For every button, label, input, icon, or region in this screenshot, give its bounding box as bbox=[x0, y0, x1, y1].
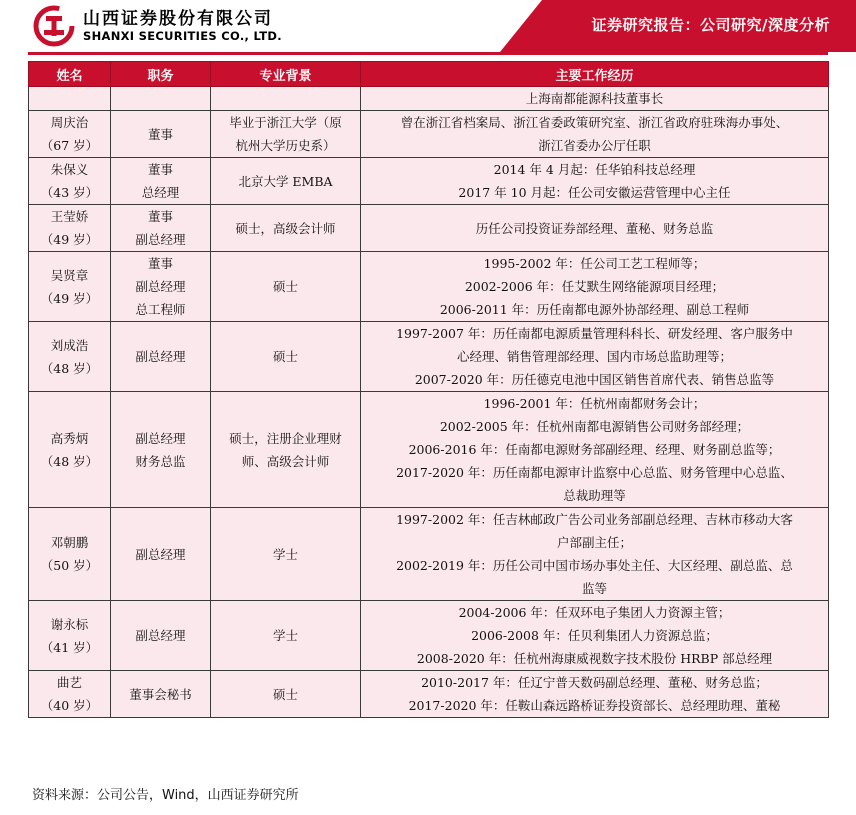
experience-cell-line: 历任公司投资证券部经理、董秘、财务总监 bbox=[475, 220, 714, 236]
title-cell bbox=[111, 392, 211, 508]
title-cell-line: 财务总监 bbox=[135, 453, 186, 469]
experience-cell-line: 1996-2001 年：任杭州南都财务会计； bbox=[483, 396, 706, 411]
name-cell bbox=[29, 111, 111, 158]
name-cell-line: （40 岁） bbox=[40, 698, 99, 713]
title-cell bbox=[111, 158, 211, 205]
background-cell bbox=[211, 508, 361, 601]
background-cell-line: 杭州大学历史系） bbox=[235, 138, 336, 153]
company-name-cn: 山西证券股份有限公司 bbox=[83, 8, 273, 29]
name-cell-line: （41 岁） bbox=[40, 639, 99, 655]
title-cell bbox=[111, 111, 211, 158]
experience-cell-line: 心经理、销售管理部经理、国内市场总监助理等； bbox=[456, 349, 732, 364]
title-cell-line: 副总经理 bbox=[135, 546, 186, 562]
background-cell-line: 硕士 bbox=[272, 349, 298, 364]
company-emblem-icon bbox=[33, 5, 75, 47]
name-cell bbox=[29, 508, 111, 601]
name-cell bbox=[29, 322, 111, 392]
background-cell bbox=[211, 392, 361, 508]
name-cell-line: 高秀炳 bbox=[50, 430, 89, 446]
experience-cell-line: 2014 年 4 月起：任华铂科技总经理 bbox=[493, 162, 696, 177]
report-header bbox=[0, 0, 856, 52]
title-cell bbox=[111, 671, 211, 718]
title-cell-line: 董事会秘书 bbox=[129, 686, 192, 702]
title-cell bbox=[111, 601, 211, 671]
background-cell-line: 毕业于浙江大学（原 bbox=[229, 115, 342, 130]
title-cell-line: 副总经理 bbox=[135, 628, 186, 643]
experience-cell-line: 2008-2020 年：任杭州海康威视数字技术股份 HRBP 部总经理 bbox=[416, 651, 773, 666]
name-cell bbox=[29, 205, 111, 252]
experience-cell-line: 2006-2016 年：任南都电源财务部副经理、经理、财务副总监等； bbox=[408, 442, 781, 457]
table-row bbox=[29, 111, 829, 158]
name-cell-line: 邓朝鹏 bbox=[50, 535, 89, 550]
name-cell-line: （67 岁） bbox=[40, 138, 99, 153]
experience-cell-line: 1997-2007 年：历任南都电源质量管理科科长、研发经理、客户服务中 bbox=[396, 326, 793, 341]
experience-cell-line: 2006-2011 年：历任南都电源外协部经理、副总工程师 bbox=[439, 302, 750, 317]
experience-cell-line: 2010-2017 年：任辽宁普天数码副总经理、董秘、财务总监； bbox=[421, 675, 768, 690]
table-row bbox=[29, 322, 829, 392]
experience-cell bbox=[361, 508, 829, 601]
title-cell-line: 总经理 bbox=[141, 185, 180, 200]
name-cell-line: 刘成浩 bbox=[50, 337, 89, 353]
column-header-background: 专业背景 bbox=[211, 62, 361, 87]
background-cell-line: 硕士，注册企业理财 bbox=[229, 430, 342, 446]
name-cell-line: （49 岁） bbox=[40, 290, 99, 306]
management-table bbox=[28, 61, 829, 718]
experience-cell bbox=[361, 205, 829, 252]
experience-cell-line: 浙江省委办公厅任职 bbox=[538, 138, 651, 153]
experience-cell-line: 2006-2008 年：任贝利集团人力资源总监； bbox=[471, 628, 718, 643]
background-cell-line: 学士 bbox=[272, 628, 298, 643]
table-row bbox=[29, 392, 829, 508]
title-cell bbox=[111, 322, 211, 392]
experience-cell bbox=[361, 322, 829, 392]
background-cell bbox=[211, 601, 361, 671]
table-row bbox=[29, 158, 829, 205]
name-cell-line: 谢永标 bbox=[50, 616, 89, 632]
background-cell bbox=[211, 252, 361, 322]
name-cell-line: 吴贤章 bbox=[50, 267, 89, 283]
name-cell bbox=[29, 601, 111, 671]
experience-cell bbox=[361, 87, 829, 111]
title-cell-line: 总工程师 bbox=[135, 302, 186, 317]
title-cell bbox=[111, 508, 211, 601]
column-header-title: 职务 bbox=[111, 62, 211, 87]
company-logo bbox=[33, 4, 282, 48]
experience-cell-line: 户部副主任； bbox=[556, 535, 632, 550]
title-cell-line: 董事 bbox=[147, 126, 173, 142]
table-row bbox=[29, 87, 829, 111]
title-cell bbox=[111, 252, 211, 322]
background-cell-line: 北京大学 EMBA bbox=[238, 173, 333, 189]
experience-cell bbox=[361, 392, 829, 508]
name-cell bbox=[29, 252, 111, 322]
header-divider bbox=[28, 52, 828, 55]
company-name-en: SHANXI SECURITIES CO., LTD. bbox=[83, 28, 282, 43]
experience-cell-line: 1997-2002 年：任吉林邮政广告公司业务部副总经理、吉林市移动大客 bbox=[396, 512, 793, 527]
name-cell bbox=[29, 392, 111, 508]
experience-cell-line: 2002-2006 年：任艾默生网络能源项目经理； bbox=[464, 279, 725, 294]
column-header-name: 姓名 bbox=[29, 62, 111, 87]
name-cell bbox=[29, 87, 111, 111]
column-header-experience: 主要工作经历 bbox=[361, 62, 829, 87]
name-cell-line: （48 岁） bbox=[40, 360, 99, 376]
name-cell-line: 曲艺 bbox=[56, 675, 82, 690]
experience-cell-line: 2002-2005 年：任杭州南都电源销售公司财务部经理； bbox=[439, 419, 750, 434]
title-cell-line: 副总经理 bbox=[135, 279, 186, 294]
source-note: 资料来源：公司公告，Wind，山西证券研究所 bbox=[32, 788, 299, 803]
title-cell-line: 董事 bbox=[147, 256, 173, 271]
experience-cell-line: 曾在浙江省档案局、浙江省委政策研究室、浙江省政府驻珠海办事处、 bbox=[400, 115, 789, 130]
experience-cell bbox=[361, 158, 829, 205]
experience-cell-line: 上海南都能源科技董事长 bbox=[525, 91, 664, 106]
table-row bbox=[29, 205, 829, 252]
title-cell-line: 董事 bbox=[147, 209, 173, 224]
background-cell bbox=[211, 205, 361, 252]
name-cell-line: 朱保义 bbox=[50, 162, 89, 177]
title-cell-line: 副总经理 bbox=[135, 232, 186, 247]
experience-cell-line: 总裁助理等 bbox=[563, 488, 626, 503]
name-cell-line: （43 岁） bbox=[40, 185, 99, 200]
experience-cell-line: 监等 bbox=[581, 581, 607, 596]
report-type: 证券研究报告：公司研究/深度分析 bbox=[591, 16, 830, 34]
experience-cell-line: 2017 年 10 月起：任公司安徽运营管理中心主任 bbox=[458, 185, 731, 200]
name-cell bbox=[29, 671, 111, 718]
name-cell-line: （48 岁） bbox=[40, 453, 99, 469]
experience-cell bbox=[361, 671, 829, 718]
name-cell-line: 王莹娇 bbox=[50, 209, 89, 224]
name-cell-line: （50 岁） bbox=[40, 558, 99, 573]
name-cell-line: 周庆治 bbox=[50, 115, 89, 130]
experience-cell-line: 2007-2020 年：历任德克电池中国区销售首席代表、销售总监等 bbox=[414, 372, 775, 387]
background-cell bbox=[211, 671, 361, 718]
title-cell bbox=[111, 87, 211, 111]
experience-cell-line: 2002-2019 年：历任公司中国市场办事处主任、大区经理、副总监、总 bbox=[396, 558, 793, 573]
experience-cell-line: 2004-2006 年：任双环电子集团人力资源主管； bbox=[458, 605, 731, 620]
experience-cell bbox=[361, 252, 829, 322]
experience-cell-line: 2017-2020 年：历任南都电源审计监察中心总监、财务管理中心总监、 bbox=[396, 465, 793, 480]
experience-cell-line: 1995-2002 年：任公司工艺工程师等； bbox=[483, 256, 706, 271]
background-cell-line: 师、高级会计师 bbox=[241, 453, 330, 469]
background-cell bbox=[211, 111, 361, 158]
table-header-row bbox=[29, 62, 829, 87]
table-row bbox=[29, 252, 829, 322]
background-cell bbox=[211, 322, 361, 392]
title-cell bbox=[111, 205, 211, 252]
table-row bbox=[29, 508, 829, 601]
table-row bbox=[29, 601, 829, 671]
background-cell bbox=[211, 87, 361, 111]
background-cell-line: 硕士 bbox=[272, 279, 298, 294]
background-cell-line: 硕士，高级会计师 bbox=[235, 220, 336, 236]
experience-cell bbox=[361, 601, 829, 671]
background-cell-line: 学士 bbox=[272, 546, 298, 562]
title-cell-line: 副总经理 bbox=[135, 349, 186, 364]
experience-cell bbox=[361, 111, 829, 158]
table-row bbox=[29, 671, 829, 718]
background-cell-line: 硕士 bbox=[272, 686, 298, 702]
name-cell-line: （49 岁） bbox=[40, 232, 99, 247]
background-cell bbox=[211, 158, 361, 205]
title-cell-line: 董事 bbox=[147, 162, 173, 177]
name-cell bbox=[29, 158, 111, 205]
title-cell-line: 副总经理 bbox=[135, 430, 186, 446]
experience-cell-line: 2017-2020 年：任鞍山森远路桥证券投资部长、总经理助理、董秘 bbox=[408, 698, 781, 713]
